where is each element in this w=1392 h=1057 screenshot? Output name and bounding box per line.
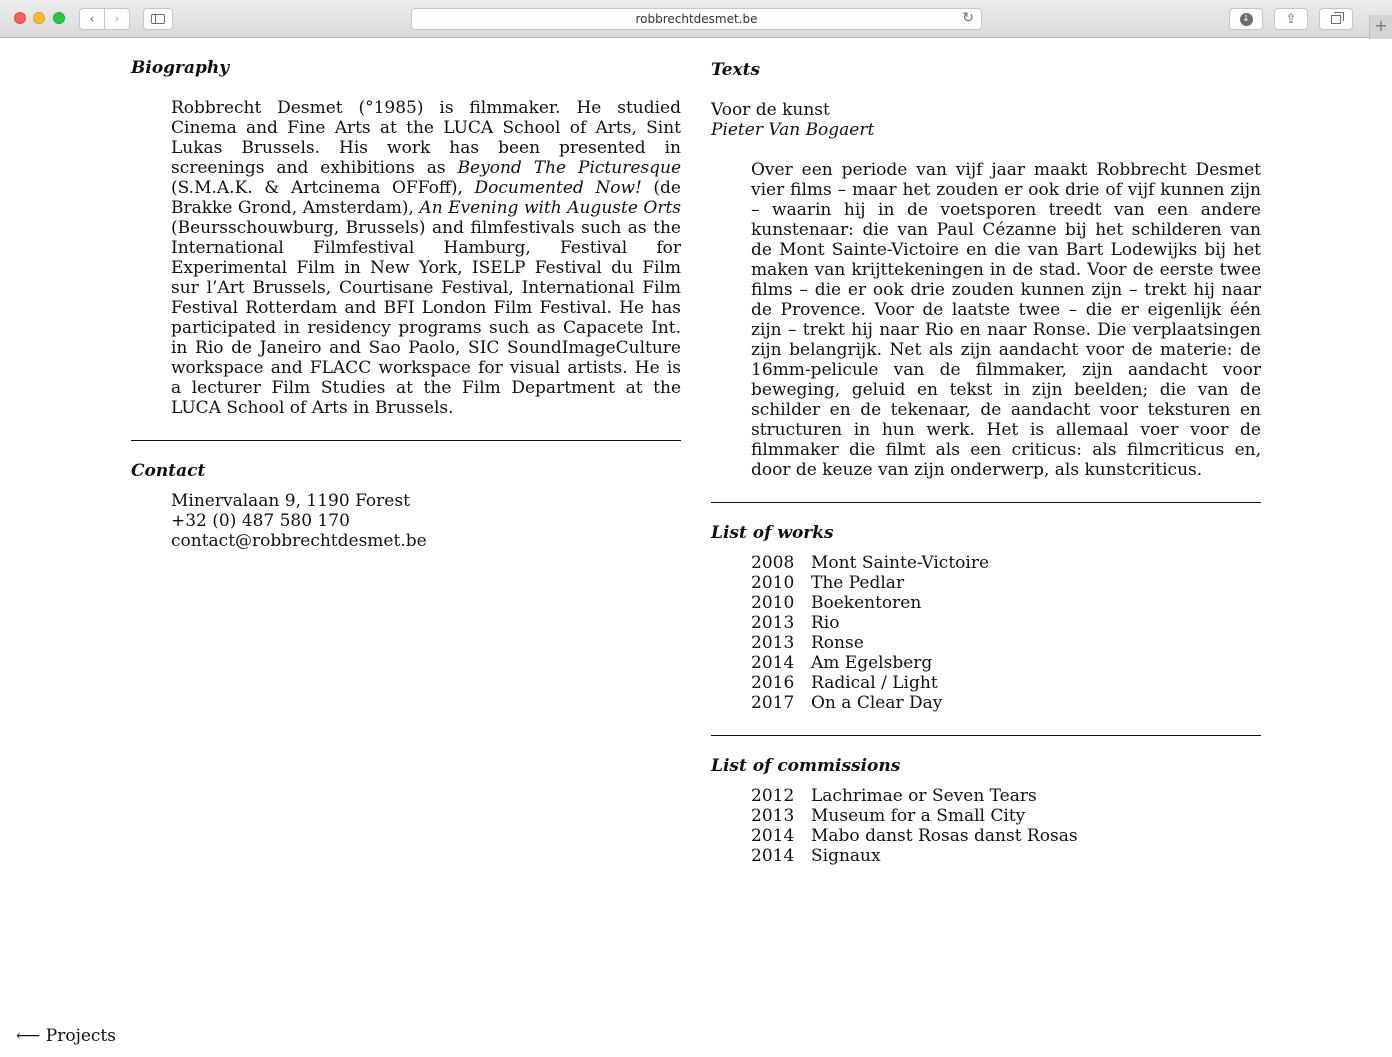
bio-exhibition-title: Documented Now! [474,178,642,198]
work-item[interactable] [751,553,1261,573]
bio-text-part: (de Brakke Grond, Amsterdam), [171,178,681,218]
work-year: 2017 [751,693,795,713]
work-year: 2008 [751,553,795,573]
downloads-button[interactable] [1229,8,1263,30]
commission-item[interactable] [751,806,1261,826]
article-body: Over een periode van vijf jaar maakt Robbrecht Desmet vier films – maar het zouden er ook drie of vijf kunnen zijn – waarin hij in de voetsporen treedt van een andere kunstenaar: die van Paul Cézanne bij het schilderen van de Mont Sainte-Victoire en die van Bart Lodewijks bij het maken van krijttekeningen in de stad. Voor de eerste twee films – die er ook drie zouden kunnen zijn – trekt hij naar de Provence. Voor de laatste twee – die er eigenlijk één zijn – trekt hij naar Rio en naar Ronse. Die verplaatsingen zijn belangrijk. Net als zijn aandacht voor de materie: de 16mm-pelicule van de filmmaker, zijn aandacht voor beweging, geluid en tekst in zijn beelden; die van de schilder en de tekenaar, de aandacht voor teksturen en structuren in hun werk. Het is allemaal voer voor de filmmaker die filmt als een criticus: als filmcriticus en, door de keuze van zijn onderwerp, als kunstcriticus. [751,160,1261,480]
left-column [131,38,681,551]
work-title: Mont Sainte-Victoire [811,553,990,573]
work-title: The Pedlar [811,573,905,593]
sidebar-icon [151,14,165,24]
close-window-button[interactable] [14,12,26,24]
commission-item[interactable] [751,826,1261,846]
show-sidebar-button[interactable] [143,8,173,30]
commissions-heading: List of commissions [711,756,901,776]
article [711,100,1261,480]
back-button[interactable] [79,8,105,30]
commission-item[interactable] [751,786,1261,806]
work-item[interactable] [751,653,1261,673]
fullscreen-window-button[interactable] [53,12,65,24]
bio-text-part: Robbrecht Desmet (°1985) is filmmaker. He studied Cinema and Fine Arts at the LUCA School of Arts, Sint Lukas Brussels. His work has been presented in screenings and exhibitions as [171,98,681,178]
biography-heading: Biography [131,58,230,78]
work-title: Radical / Light [811,673,938,693]
commission-item[interactable] [751,846,1261,866]
contact-phone[interactable]: +32 (0) 487 580 170 [171,511,350,531]
tab-overview-icon [1331,15,1341,24]
tab-overview-button[interactable] [1319,8,1353,30]
work-title: On a Clear Day [811,693,943,713]
work-year: 2016 [751,673,795,693]
projects-back-link[interactable]: ⟵ Projects [16,1026,116,1046]
contact-email[interactable]: contact@robbrechtdesmet.be [171,531,427,551]
article-title[interactable]: Voor de kunst [711,100,830,120]
contact-details [131,491,681,551]
work-item[interactable] [751,593,1261,613]
share-button[interactable] [1274,8,1308,30]
right-column [711,38,1261,866]
contact-heading: Contact [131,461,206,481]
bio-exhibition-title: Beyond The Picturesque [457,158,681,178]
share-icon: ⇪ [1285,11,1297,27]
chevron-right-icon: › [114,11,120,27]
commissions-list [711,786,1261,866]
work-title: Boekentoren [811,593,922,613]
texts-section [711,38,1261,480]
browser-toolbar [0,0,1392,38]
work-year: 2013 [751,633,795,653]
commission-title: Signaux [811,846,881,866]
work-title: Rio [811,613,840,633]
url-text: robbrechtdesmet.be [635,12,758,26]
new-tab-button[interactable] [1369,15,1392,39]
commissions-section [711,736,1261,866]
works-heading: List of works [711,523,834,543]
contact-section [131,441,681,551]
works-list [711,553,1261,713]
biography-text [131,98,681,418]
reload-icon[interactable]: ↻ [962,10,974,26]
commission-title: Museum for a Small City [811,806,1026,826]
minimize-window-button[interactable] [33,12,45,24]
work-year: 2013 [751,613,795,633]
work-item[interactable] [751,573,1261,593]
work-year: 2010 [751,593,795,613]
bio-text-part: (S.M.A.K. & Artcinema OFFoff), [171,178,475,198]
address-bar[interactable] [411,8,982,30]
work-item[interactable] [751,613,1261,633]
commission-year: 2012 [751,786,795,806]
works-section [711,503,1261,713]
work-title: Ronse [811,633,864,653]
texts-heading: Texts [711,60,761,80]
commission-year: 2014 [751,826,795,846]
biography-section [131,38,681,418]
work-item[interactable] [751,693,1261,713]
work-year: 2014 [751,653,795,673]
commission-year: 2013 [751,806,795,826]
bio-text-part: (Beursschouwburg, Brussels) and filmfestivals such as the International Filmfestival Hamburg, Festival for Experimental Film in New York, ISELP Festival du Film sur l’Art Brussels, Courtisane Festival, International Film Festival Rotterdam and BFI London Film Festival. He has participated in residency programs such as Capacete Int. in Rio de Janeiro and Sao Paolo, SIC SoundImageCulture workspace and FLACC workspace for visual artists. He is a lecturer Film Studies at the Film Department at the LUCA School of Arts in Brussels. [171,218,681,418]
commission-title: Lachrimae or Seven Tears [811,786,1037,806]
work-item[interactable] [751,633,1261,653]
chevron-left-icon: ‹ [89,11,95,27]
plus-icon: + [1374,16,1388,35]
download-icon: ↓ [1240,13,1253,26]
work-title: Am Egelsberg [811,653,933,673]
work-item[interactable] [751,673,1261,693]
article-author: Pieter Van Bogaert [711,120,875,140]
commission-title: Mabo danst Rosas danst Rosas [811,826,1078,846]
contact-address: Minervalaan 9, 1190 Forest [171,491,410,511]
forward-button[interactable] [104,8,130,30]
commission-year: 2014 [751,846,795,866]
bio-exhibition-title: An Evening with Auguste Orts [419,198,681,218]
work-year: 2010 [751,573,795,593]
